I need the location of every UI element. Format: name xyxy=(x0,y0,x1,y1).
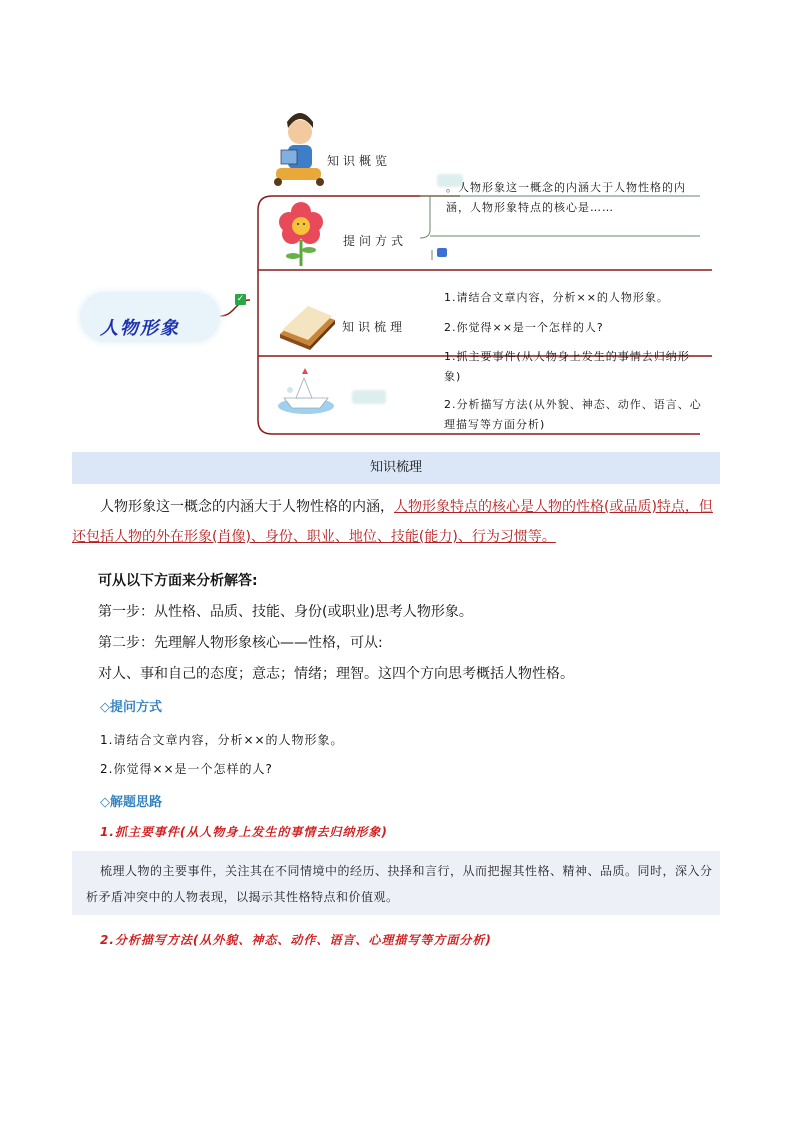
method-item: 2.分析描写方法(从外貌、神态、动作、语言、心理描写等方面分析) xyxy=(444,398,702,431)
question-item: 2.你觉得××是一个怎样的人? xyxy=(444,321,604,334)
question-item: 1.请结合文章内容，分析××的人物形象。 xyxy=(444,291,669,304)
mind-map xyxy=(0,0,793,450)
mind-map-root-label: 人物形象 xyxy=(100,318,180,339)
question-line: 2.你觉得××是一个怎样的人? xyxy=(100,762,273,776)
reading-boy-icon xyxy=(274,113,324,186)
section-title: 知识梳理 xyxy=(72,452,720,484)
blurred-thumbnail xyxy=(352,390,386,404)
analysis-title: 可从以下方面来分析解答: xyxy=(98,573,258,589)
user-icon xyxy=(437,248,447,257)
branch-label-overview: 知识概览 xyxy=(327,154,392,168)
solution-step-1: 1.抓主要事件(从人物身上发生的事情去归纳形象) xyxy=(100,825,388,839)
solution-desc: 梳理人物的主要事件，关注其在不同情境中的经历、抉择和言行，从而把握其性格、精神、品质。同时，深入分析矛盾冲突中的人物表现，以揭示其性格特点和价值观。 xyxy=(86,864,713,904)
book-icon xyxy=(280,306,335,350)
intro-plain: 人物形象这一概念的内涵大于人物性格的内涵， xyxy=(100,499,394,515)
question-line: 1.请结合文章内容，分析××的人物形象。 xyxy=(100,733,344,747)
question-heading: ◇提问方式 xyxy=(100,700,162,715)
solution-step-2: 2.分析描写方法(从外貌、神态、动作、语言、心理描写等方面分析) xyxy=(100,933,492,947)
intro-paragraph xyxy=(72,492,722,552)
step-item: 第一步：从性格、品质、技能、身份(或职业)思考人物形象。 xyxy=(98,604,473,620)
branch-label-questions: 提问方式 xyxy=(343,234,408,248)
method-item: 1.抓主要事件(从人物身上发生的事情去归纳形象) xyxy=(444,350,690,383)
solution-heading: ◇解题思路 xyxy=(100,795,162,810)
intro-highlight: 人物形象特点的核心是人物的性格(或品质)特点，但还包括人物的外在形象(肖像)、身份、职业、地位、技能(能力)、行为习惯等。 xyxy=(72,499,713,545)
branch-label-knowledge: 知识梳理 xyxy=(342,320,407,334)
step-item: 第二步：先理解人物形象核心——性格，可从: xyxy=(98,635,383,651)
step-item: 对人、事和自己的态度；意志；情绪；理智。这四个方向思考概括人物性格。 xyxy=(98,666,574,682)
paper-boat-icon xyxy=(278,368,334,414)
overview-text: 。人物形象这一概念的内涵大于人物性格的内涵，人物形象特点的核心是…… xyxy=(446,181,686,214)
check-icon: ✓ xyxy=(236,294,245,304)
flower-icon xyxy=(279,202,323,266)
